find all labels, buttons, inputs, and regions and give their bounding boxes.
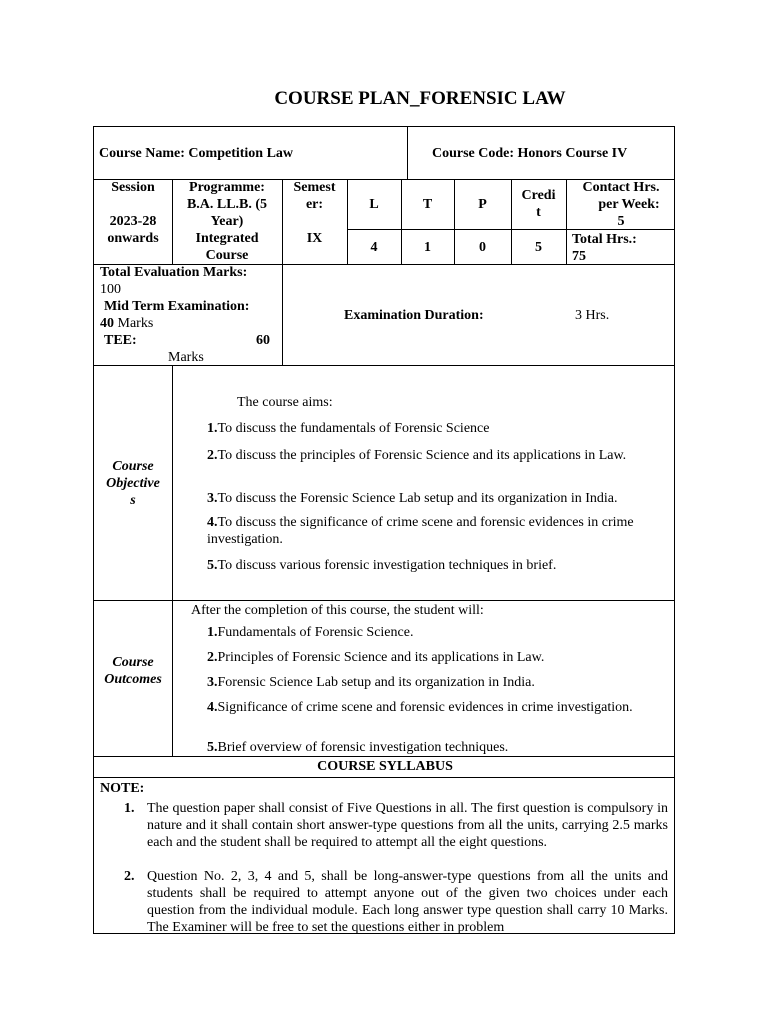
- outcome-item: [207, 699, 667, 716]
- outcomes-label-cont: Outcomes: [104, 672, 162, 687]
- objective-number: 4.: [207, 515, 218, 530]
- outcomes-intro: After the completion of this course, the student will:: [191, 603, 484, 618]
- programme-line: B.A. LL.B. (5: [186, 197, 268, 212]
- contact-hrs-value: 5: [617, 214, 625, 229]
- outcome-text: Forensic Science Lab setup and its organization in India.: [217, 675, 535, 690]
- objectives-label: Course: [112, 459, 154, 474]
- objective-item: [207, 420, 667, 437]
- divider: [94, 756, 675, 757]
- objective-item: [207, 447, 667, 464]
- note-text: Question No. 2, 3, 4 and 5, shall be long-answer-type questions from all the units and students shall be required to attempt anyone out of the given two choices under each question from the individual module. Each long answer type question shall carry 10 Marks. The Examiner will be free to set the questions either in problem: [147, 869, 668, 934]
- session-value-onwards: onwards: [107, 231, 159, 246]
- lecture-value: 4: [370, 240, 378, 255]
- contact-hrs-label: Contact Hrs.: [582, 180, 660, 195]
- outcome-item: [207, 649, 667, 666]
- objective-number: 1.: [207, 421, 218, 436]
- credit-header: Credi: [521, 188, 556, 203]
- objective-text: To discuss the significance of crime scene and forensic evidences in crime investigation.: [207, 515, 634, 547]
- programme-line: Course: [205, 248, 249, 263]
- note-number: 1.: [124, 801, 135, 816]
- objective-item: [207, 557, 667, 574]
- divider: [94, 777, 675, 778]
- lecture-header: L: [369, 197, 379, 212]
- outcome-item: [207, 674, 667, 691]
- outcome-number: 5.: [207, 740, 218, 755]
- divider: [407, 127, 408, 180]
- outcome-number: 1.: [207, 625, 218, 640]
- note-label: NOTE:: [100, 781, 145, 796]
- syllabus-heading: COURSE SYLLABUS: [317, 759, 453, 774]
- outcome-text: Principles of Forensic Science and its applications in Law.: [217, 650, 545, 665]
- objectives-label-cont: Objective: [106, 476, 160, 491]
- objective-number: 5.: [207, 558, 218, 573]
- divider: [172, 365, 173, 757]
- semester-value: IX: [306, 231, 323, 246]
- course-plan-table: [93, 126, 675, 934]
- tee-value: 60: [256, 333, 270, 348]
- total-evaluation-label: Total Evaluation Marks:: [100, 265, 248, 280]
- outcome-item: [207, 739, 667, 756]
- outcome-number: 3.: [207, 675, 218, 690]
- objective-number: 2.: [207, 448, 218, 463]
- page-title: COURSE PLAN_FORENSIC LAW: [274, 88, 566, 109]
- outcome-number: 2.: [207, 650, 218, 665]
- objective-text: To discuss various forensic investigation techniques in brief.: [217, 558, 557, 573]
- tutorial-header: T: [422, 197, 433, 212]
- practical-header: P: [478, 197, 487, 212]
- note-number: 2.: [124, 869, 135, 884]
- course-name: Course Name: Competition Law: [99, 146, 294, 161]
- outcome-number: 4.: [207, 700, 218, 715]
- outcome-item: [207, 624, 667, 641]
- programme-line: Year): [210, 214, 244, 229]
- mid-term-value: 40: [100, 316, 114, 331]
- programme-line: Integrated: [195, 231, 259, 246]
- exam-duration-label: Examination Duration:: [344, 308, 484, 323]
- objective-text: To discuss the fundamentals of Forensic Science: [217, 421, 490, 436]
- objective-text: To discuss the principles of Forensic Science and its applications in Law.: [217, 448, 627, 463]
- semester-label: Semest: [293, 180, 336, 195]
- session-label: Session: [111, 180, 155, 195]
- programme-label: Programme:: [189, 180, 265, 195]
- objective-item: [207, 490, 667, 507]
- divider: [94, 600, 675, 601]
- objectives-intro: The course aims:: [237, 395, 333, 410]
- credit-value: 5: [535, 240, 542, 255]
- session-value-year: 2023-28: [109, 214, 157, 229]
- objective-text: To discuss the Forensic Science Lab setup and its organization in India.: [217, 491, 618, 506]
- mid-term-unit: Marks: [117, 316, 154, 331]
- tutorial-value: 1: [424, 240, 431, 255]
- mid-term-marks: [100, 315, 153, 332]
- tee-unit: Marks: [168, 350, 204, 365]
- exam-duration-value: 3 Hrs.: [575, 308, 610, 323]
- semester-label-cont: er:: [305, 197, 324, 212]
- mid-term-label: Mid Term Examination:: [104, 299, 250, 314]
- contact-hrs-label-cont: per Week:: [598, 197, 660, 212]
- total-hrs-label: Total Hrs.:: [572, 232, 637, 247]
- objectives-label-end: s: [130, 493, 136, 508]
- note-text: The question paper shall consist of Five Questions in all. The first question is compulsory in nature and it shall contain short answer-type questions from all the units, carrying 2.5 marks each and the student shall be required to attempt all the eight questions.: [147, 801, 668, 850]
- objective-number: 3.: [207, 491, 218, 506]
- outcome-text: Fundamentals of Forensic Science.: [217, 625, 414, 640]
- objective-item: [207, 514, 669, 548]
- total-evaluation-value: 100: [100, 282, 121, 297]
- tee-label: TEE:: [104, 333, 137, 348]
- credit-header-cont: t: [536, 205, 541, 220]
- outcomes-label: Course: [112, 655, 154, 670]
- total-hrs-value: 75: [572, 249, 586, 264]
- course-code: Course Code: Honors Course IV: [432, 146, 628, 161]
- outcome-text: Significance of crime scene and forensic evidences in crime investigation.: [217, 700, 633, 715]
- practical-value: 0: [479, 240, 486, 255]
- outcome-text: Brief overview of forensic investigation techniques.: [217, 740, 509, 755]
